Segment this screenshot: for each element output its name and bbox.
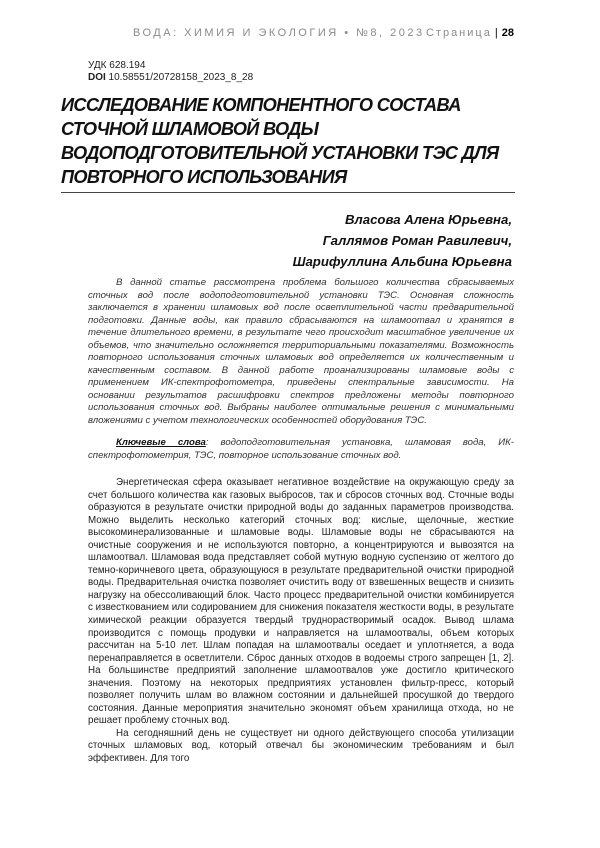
paragraph-text: Энергетическая сфера оказывает негативное воздействие на окружающую среду за счет большого количества как газовых выбросов, так и сбросов сточных вод. Сточные воды образуются в результате очистки природной воды до заданных параметров производства. Можно выделить несколько категорий сточных вод: кислые, щелочные, жесткие высокоминерализованные и шламовые воды. Шламовые воды не сбрасываются на очистные сооружения и не используются повторно, а концентрируются и вывозятся на шламоотвал. Шламовая вода представляет собой мутную водную суспензию от желтого до темно-коричневого цвета, образующуюся в результате предварительной очистки природной воды. Предварительная очистка позволяет очистить воду от взвешенных веществ и снизить нагрузку на обессоливающий блок. Часто процесс предварительной очистки комбинируется с известкованием или содированием для снижения показателя жесткости воды, в результате химической реакции образуется твердый труднорастворимый осадок. Вывод шлама производится с помощь продувки и направляется на шламоотвалы, объем которых рассчитан на 5-10 лет. Шлам попадая на шламоотвалы оседает и уплотняется, а вода перенаправляется в осветлители. Сброс данных отходов в водоемы строго запрещен [1, 2]. На большинстве предприятий заполнение шламоотвалов уже достигло критического значения. Поэтому на некоторых предприятиях установлен фильтр-пресс, который позволяет получить шлам во влажном состоянии и дальнейшей просушкой до твердого состояния. Данные мероприятия значительно экономят объем хранилища отхода, но не решает проблему сточных вод. [88, 477, 514, 727]
keywords-label: Ключевые слова [116, 437, 206, 448]
title-divider [61, 192, 515, 193]
keywords-text: : водоподготовительная установка, шламовая вода, ИК-спектрофотометрия, ТЭС, повторное использование сточных вод. [88, 437, 514, 461]
page-number: 28 [501, 27, 514, 39]
page-separator: | [494, 27, 498, 39]
body-paragraph [88, 477, 514, 728]
title-line: ИССЛЕДОВАНИЕ КОМПОНЕНТНОГО СОСТАВА [61, 95, 461, 115]
doi-label: DOI [88, 72, 106, 83]
keywords [88, 437, 514, 462]
author-name: Шарифуллина Альбина Юрьевна [292, 254, 512, 269]
udk-code: УДК 628.194 [88, 60, 146, 71]
article-title [61, 93, 521, 189]
body-paragraph [88, 728, 514, 766]
title-line: СТОЧНОЙ ШЛАМОВОЙ ВОДЫ [61, 119, 319, 139]
author-name: Власова Алена Юрьевна, [345, 212, 512, 227]
page-word: Страница [425, 27, 492, 39]
article-meta [88, 60, 253, 84]
paragraph-text: На сегодняшний день не существует ни одного действующего способа утилизации сточных шламовых вод, который отвечал бы экономическим требованиям и был эффективен. Для того [88, 727, 514, 765]
abstract: В данной статье рассмотрена проблема большого количества сбрасываемых сточных вод после водоподготовительной установки ТЭС. Основная сложность заключается в хранении шламовых вод после осветлительной части предварительной подготовки. Данные воды, как правило сбрасываются на шламоотвал и хранятся в течение длительного времени, в результате чего происходит масштабное увеличение их объемов, что значительно осложняется территориальными показателями. Возможность повторного использования сточных шламовых вод определяется их количественным и качественным составом. В данной работе проанализированы шламовые воды с применением ИК-спектрофотометра, приведены спектральные зависимости. На основании результатов расшифровки спектров предложены методы повторного использования сточных вод. Выбраны наиболее оптимальные решения с минимальными вложениями с учетом технологических особенностей оборудования ТЭС. [88, 277, 514, 426]
title-line: ПОВТОРНОГО ИСПОЛЬЗОВАНИЯ [61, 167, 347, 187]
doi-line [88, 72, 253, 84]
author-name: Галлямов Роман Равилевич, [322, 233, 512, 248]
title-line: ВОДОПОДГОТОВИТЕЛЬНОЙ УСТАНОВКИ ТЭС ДЛЯ [61, 143, 499, 163]
page-indicator [426, 27, 514, 39]
doi-value: 10.58551/20728158_2023_8_28 [105, 72, 254, 83]
running-header [133, 27, 512, 43]
author-list [293, 209, 512, 272]
journal-name: ВОДА: ХИМИЯ И ЭКОЛОГИЯ • №8, 2023 [133, 27, 425, 39]
body-text [88, 477, 514, 766]
